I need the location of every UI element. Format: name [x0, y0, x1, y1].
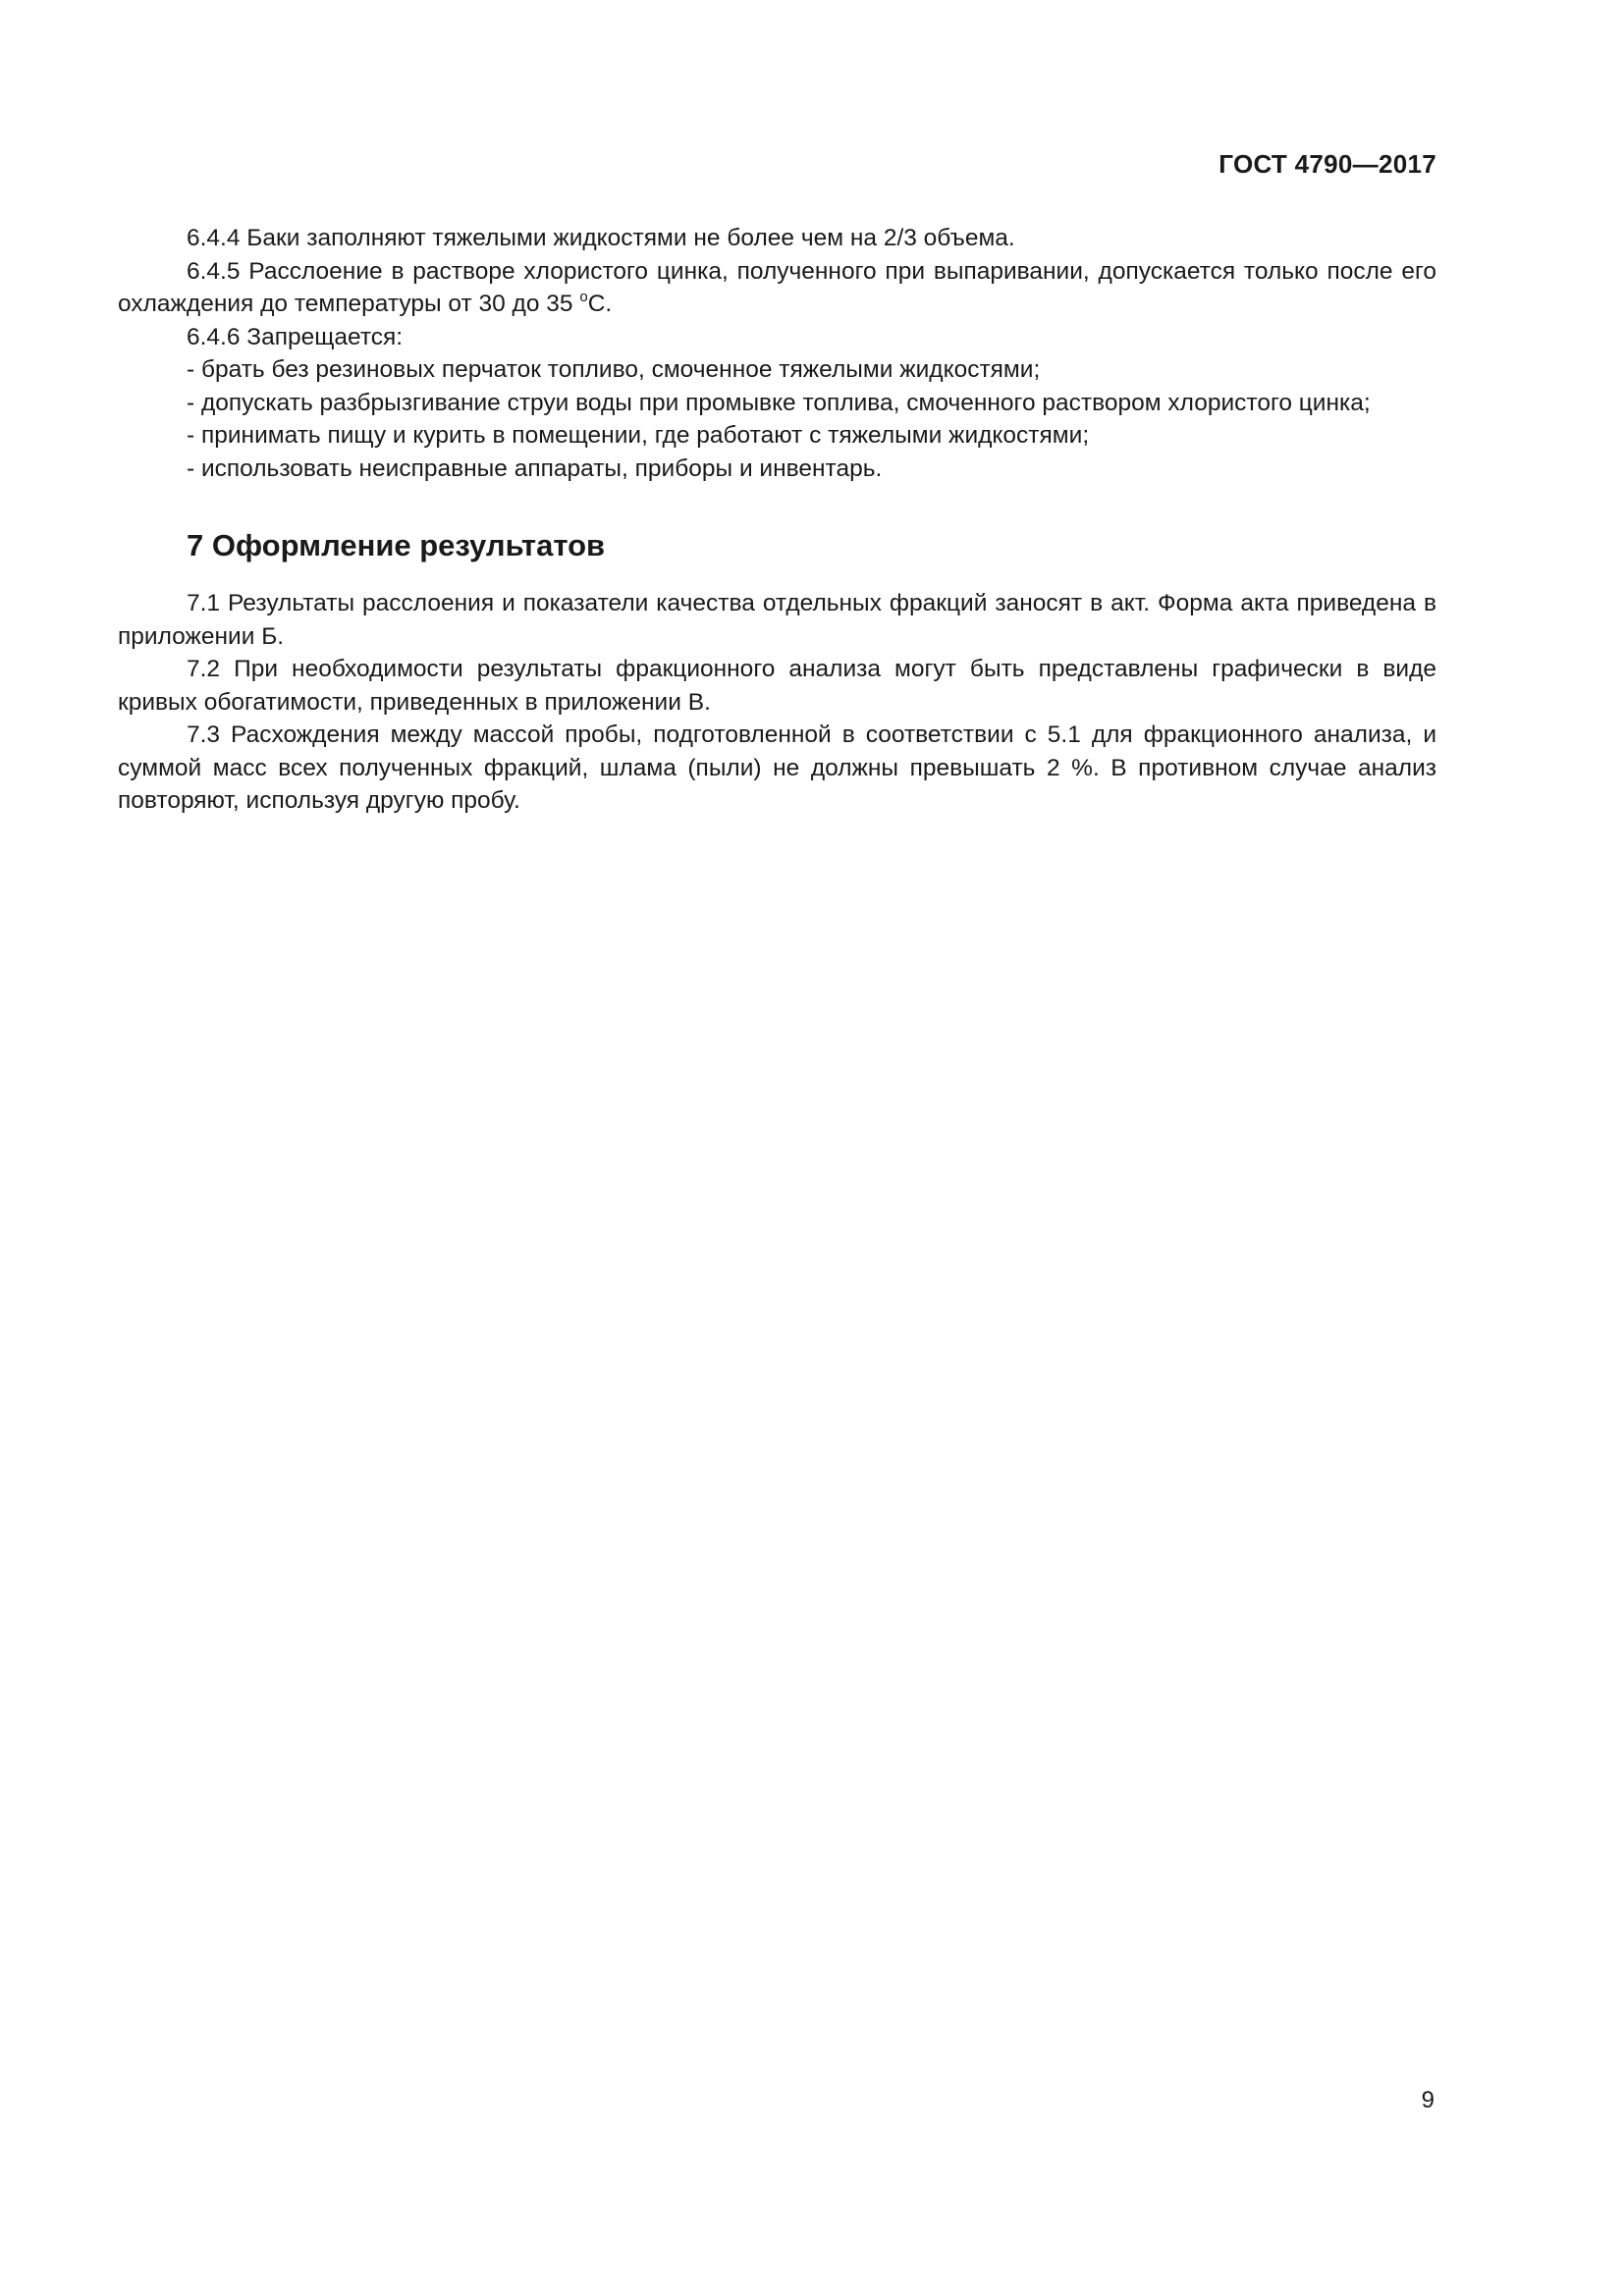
paragraph-6-4-4: 6.4.4 Баки заполняют тяжелыми жидкостями не более чем на 2/3 объема. [187, 225, 1015, 251]
paragraph-6-4-6: 6.4.6 Запрещается: [187, 323, 404, 350]
degree-sign: о [579, 289, 588, 305]
paragraph-7-1: 7.1 Результаты расслоения и показатели качества отдельных фракций заносят в акт. Форма акта приведена в приложении Б. [118, 590, 1436, 650]
section-title: 7 Оформление результатов [187, 528, 606, 562]
document-code: ГОСТ 4790—2017 [1218, 149, 1436, 179]
prohibition-item: - использовать неисправные аппараты, приборы и инвентарь. [187, 454, 883, 482]
paragraph-7-3: 7.3 Расхождения между массой пробы, подготовленной в соответствии с 5.1 для фракционного анализа, и суммой масс всех полученных фракций, шлама (пыли) не должны превышать 2 %. В противном случае анализ повторяют, используя другую пробу. [118, 721, 1436, 814]
prohibition-item: - брать без резиновых перчаток топливо, смоченное тяжелыми жидкостями; [187, 356, 1041, 383]
paragraph-6-4-5-unit: С. [587, 291, 613, 317]
page-number: 9 [1421, 2087, 1435, 2113]
page-content [118, 222, 1436, 818]
paragraph-6-4-5-text: 6.4.5 Расслоение в растворе хлористого цинка, полученного при выпаривании, допускается только после его охлаждения до температуры от 30 до 35 [118, 257, 1436, 317]
prohibition-item: - принимать пищу и курить в помещении, где работают с тяжелыми жидкостями; [187, 422, 1090, 449]
paragraph-6-4-5 [118, 255, 1436, 321]
paragraph-7-2: 7.2 При необходимости результаты фракционного анализа могут быть представлены графически в виде кривых обогатимости, приведенных в приложении В. [118, 656, 1436, 716]
prohibition-item: - допускать разбрызгивание струи воды при промывке топлива, смоченного раствором хлористого цинка; [187, 389, 1371, 416]
